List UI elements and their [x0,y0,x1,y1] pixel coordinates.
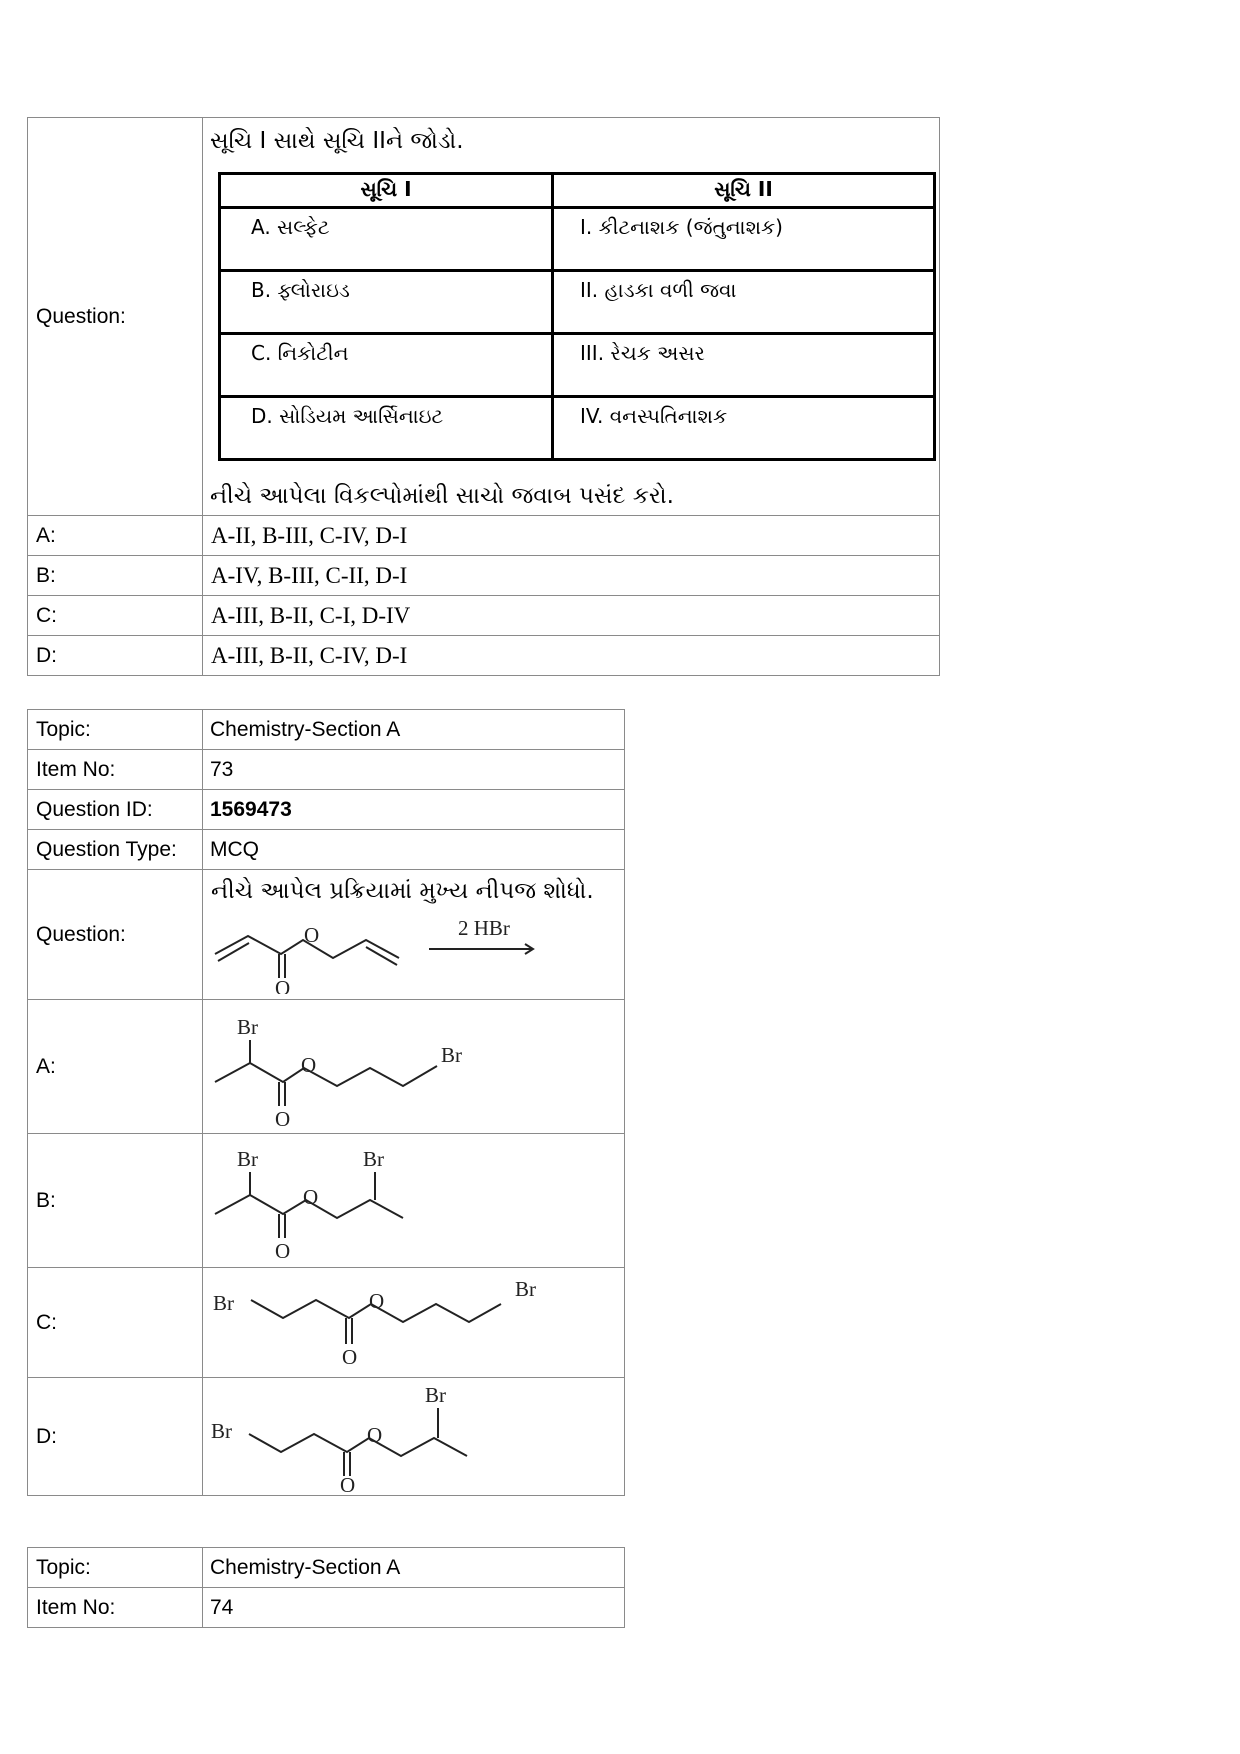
structure-b [203,1136,617,1266]
list-2-item: III. રેચક અસર [553,334,935,397]
question-id-label: Question ID: [28,790,203,830]
atom-o: O [369,1288,385,1313]
item-no-value: 73 [203,750,625,790]
question-text: નીચે આપેલ પ્રક્રિયામાં મુખ્ય નીપજ શોધો. [211,878,594,904]
atom-o: O [367,1422,383,1447]
list-1-item: B. ફ્લોરાઇડ [220,271,553,334]
option-c-structure [203,1268,625,1378]
topic-value: Chemistry-Section A [203,1548,625,1588]
option-d-structure [203,1378,625,1496]
atom-br: Br [515,1276,536,1301]
list-1-item: A. સલ્ફેટ [220,208,553,271]
atom-br: Br [441,1042,462,1067]
atom-br: Br [211,1418,232,1443]
list-2-item: I. કીટનાશક (જંતુનાશક) [553,208,935,271]
atom-br: Br [363,1146,384,1171]
list-2-header: સૂચિ II [553,174,935,208]
question-table-72 [27,117,940,676]
atom-o: O [340,1472,356,1494]
item-no-label: Item No: [28,1588,203,1628]
list-2-item: IV. વનસ્પતિનાશક [553,397,935,460]
question-id-value: 1569473 [203,790,625,830]
option-label: A: [28,1000,203,1134]
question-type-value: MCQ [203,830,625,870]
option-b-text: A-IV, B-III, C-II, D-I [203,556,940,596]
option-d-text: A-III, B-II, C-IV, D-I [203,636,940,676]
option-label: C: [28,1268,203,1378]
reaction-scheme [203,904,617,994]
structure-d [203,1380,617,1494]
atom-o: O [303,1184,319,1209]
option-label: B: [28,556,203,596]
atom-o: O [304,923,320,947]
atom-o: O [275,1238,291,1263]
list-1-header: સૂચિ I [220,174,553,208]
match-table [218,172,936,461]
atom-br: Br [237,1146,258,1171]
question-table-73 [27,709,625,1496]
match-intro: સૂચિ I સાથે સૂચિ IIને જોડો. [210,128,464,154]
structure-a [203,1002,617,1132]
option-b-structure [203,1134,625,1268]
atom-br: Br [425,1382,446,1407]
topic-label: Topic: [28,710,203,750]
question-label: Question: [28,870,203,1000]
option-c-text: A-III, B-II, C-I, D-IV [203,596,940,636]
option-label: A: [28,516,203,556]
topic-label: Topic: [28,1548,203,1588]
option-label: D: [28,636,203,676]
item-no-value: 74 [203,1588,625,1628]
structure-c [203,1270,617,1376]
option-label: B: [28,1134,203,1268]
atom-o: O [275,1106,291,1131]
atom-br: Br [237,1014,258,1039]
question-body [203,118,940,516]
atom-o: O [275,976,291,994]
question-body [203,870,625,1000]
question-label: Question: [28,118,203,516]
list-1-item: C. નિકોટીન [220,334,553,397]
option-a-text: A-II, B-III, C-IV, D-I [203,516,940,556]
list-2-item: II. હાડકા વળી જવા [553,271,935,334]
item-no-label: Item No: [28,750,203,790]
list-1-item: D. સોડિયમ આર્સિનાઇટ [220,397,553,460]
option-label: D: [28,1378,203,1496]
topic-value: Chemistry-Section A [203,710,625,750]
atom-o: O [301,1052,317,1077]
option-a-structure [203,1000,625,1134]
reagent-label: 2 HBr [458,916,510,940]
question-table-74 [27,1547,625,1628]
atom-br: Br [213,1290,234,1315]
question-type-label: Question Type: [28,830,203,870]
match-outro: નીચે આપેલા વિકલ્પોમાંથી સાચો જવાબ પસંદ કરો. [210,483,674,509]
atom-o: O [342,1344,358,1369]
option-label: C: [28,596,203,636]
